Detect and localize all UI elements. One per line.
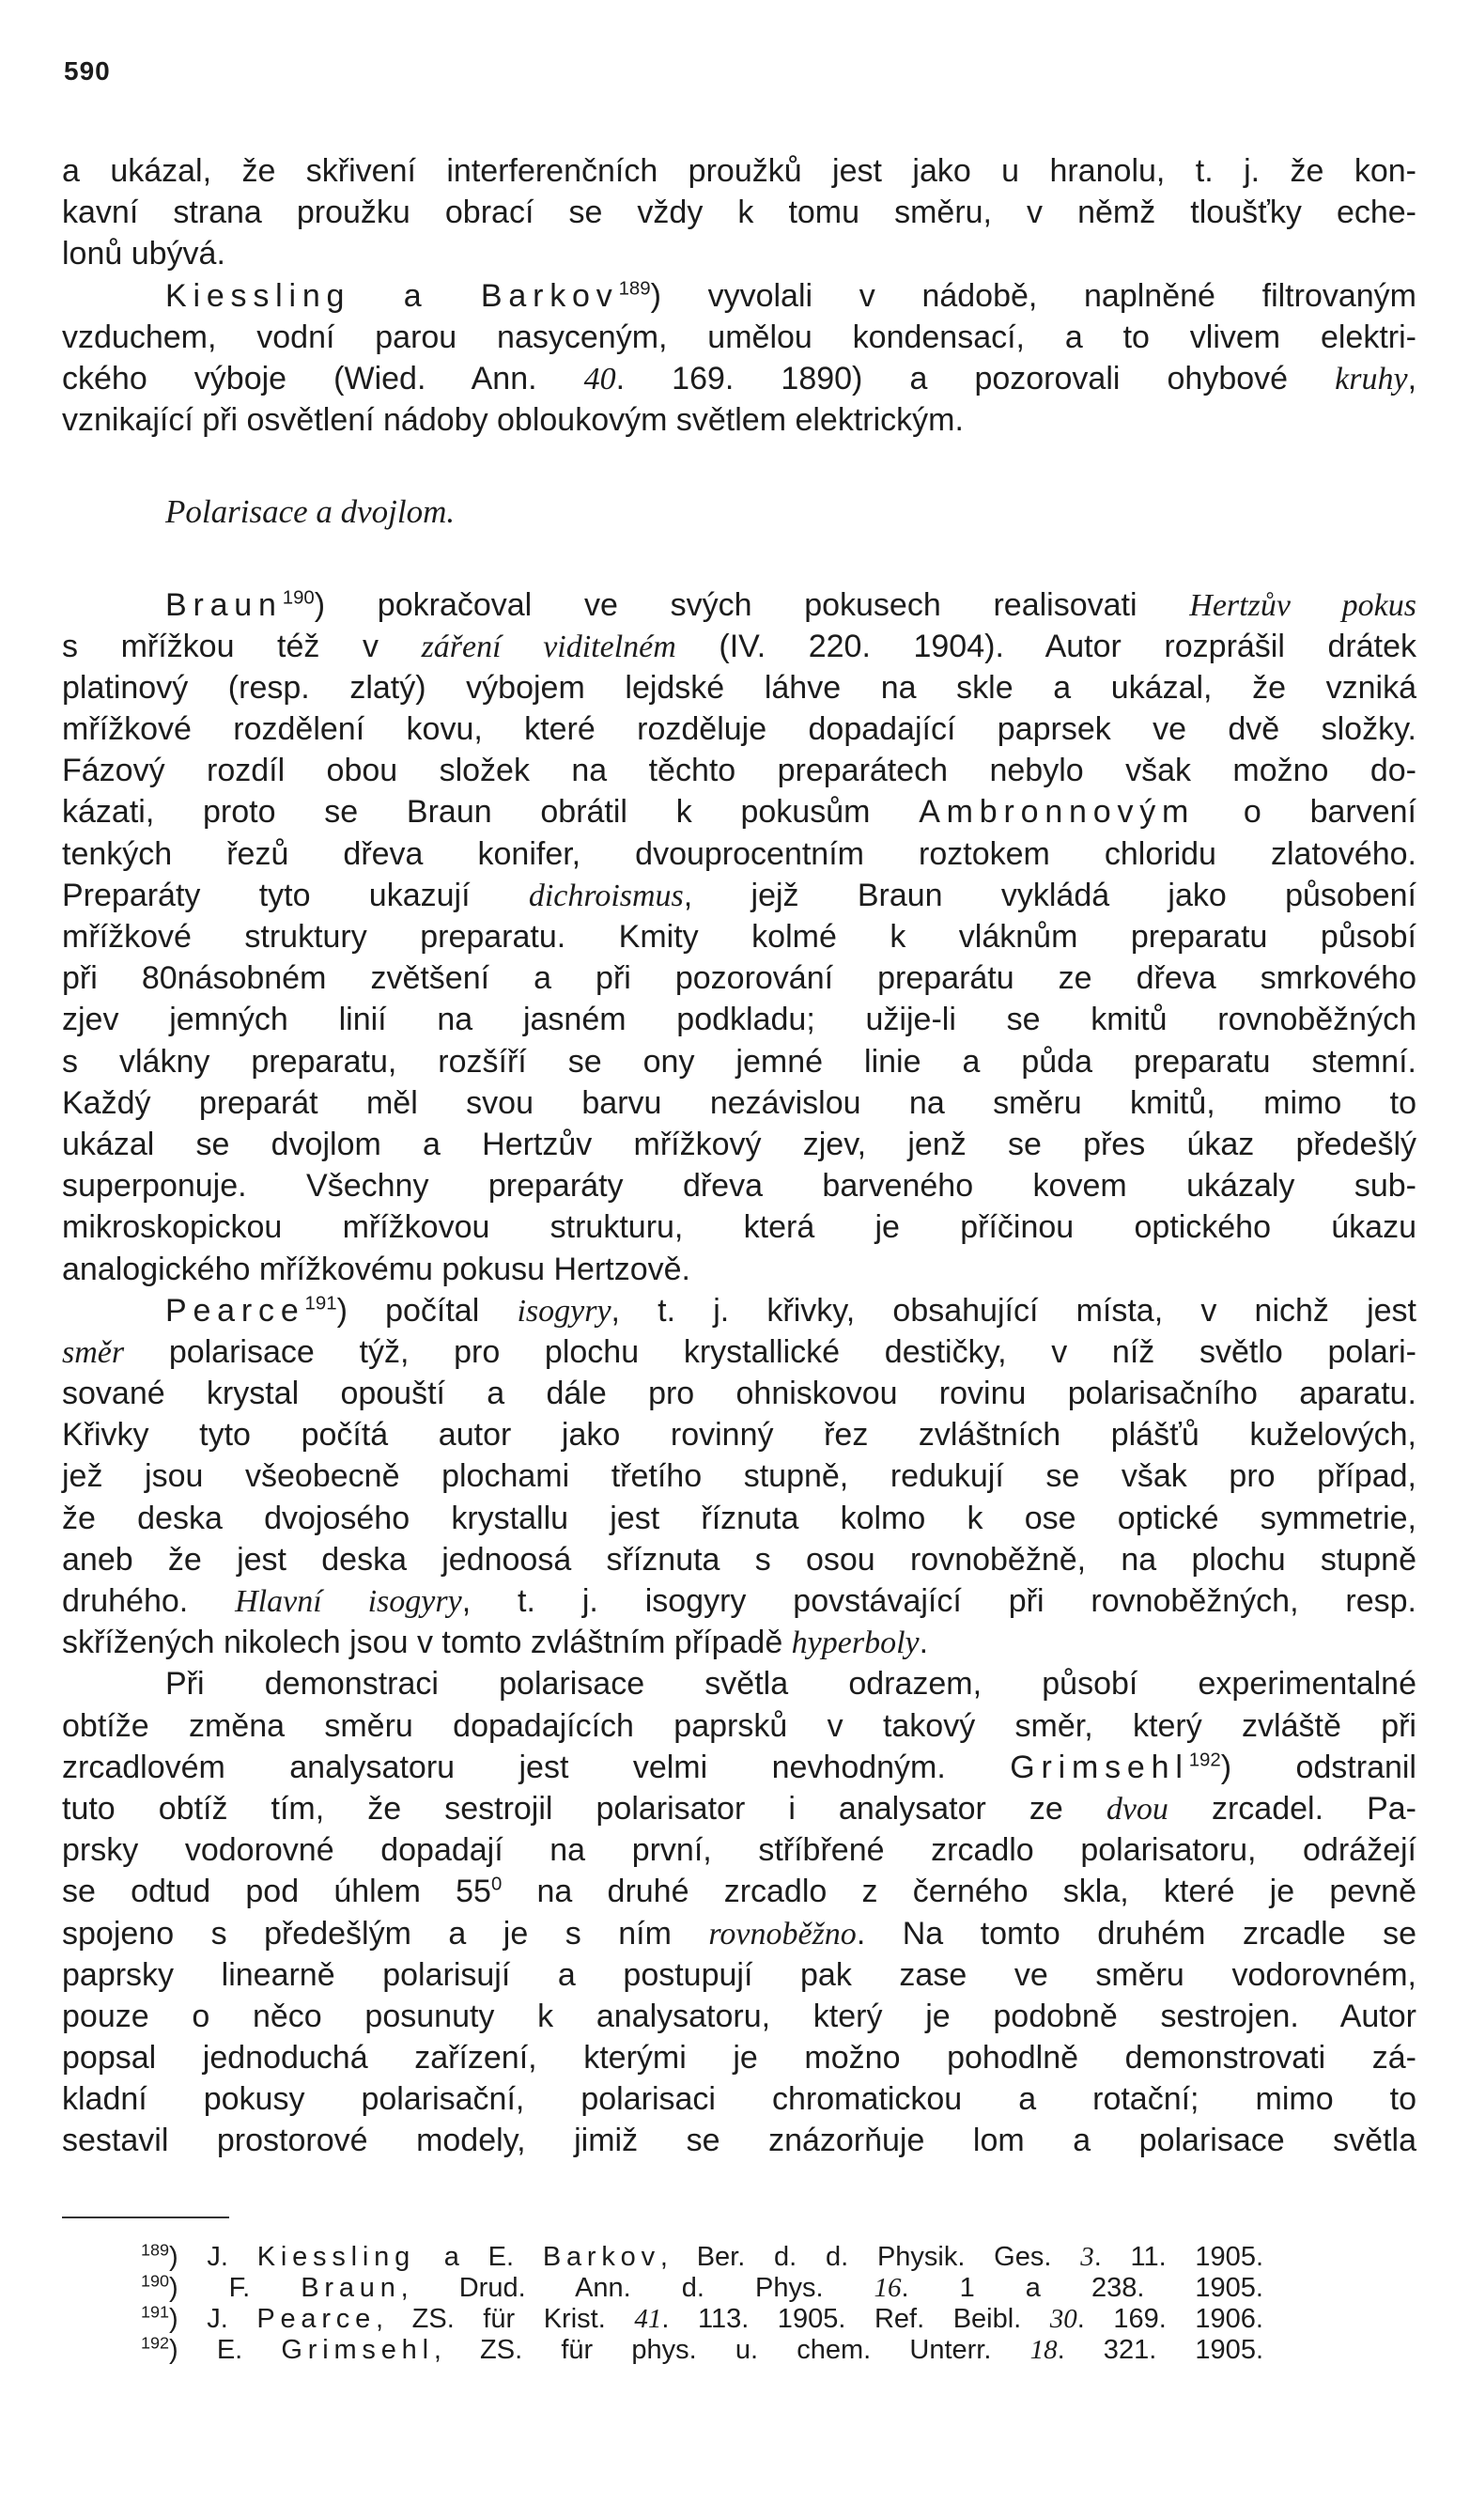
text-line: analogického mřížkovému pokusu Hertzově.	[62, 1251, 690, 1287]
footnotes	[141, 2242, 1263, 2366]
author-name: Kiessling a Barkov	[165, 277, 619, 314]
text-line: Preparáty tyto ukazují dichroismus, jejž Braun vykládá jako působení	[62, 877, 1416, 913]
page-number: 590	[64, 56, 111, 86]
text-line: vznikající při osvětlení nádoby obloukovým světlem elektrickým.	[62, 402, 964, 439]
text-line: popsal jednoduchá zařízení, kterými je možno pohodlně demonstrovati zá-	[62, 2040, 1416, 2077]
text-line: platinový (resp. zlatý) výbojem lejdské láhve na skle a ukázal, že vzniká	[62, 669, 1416, 706]
text-line: směr polarisace týž, pro plochu krystallické destičky, v níž světlo polari-	[62, 1333, 1416, 1370]
text-line: kázati, proto se Braun obrátil k pokusům Ambronnovým o barvení	[62, 794, 1416, 831]
text-line: a ukázal, že skřivení interferenčních proužků jest jako u hranolu, t. j. že kon-	[62, 153, 1416, 189]
text-line: obtíže změna směru dopadajících paprsků v takový směr, který zvláště při	[62, 1707, 1416, 1744]
footnote-ref: 192	[1188, 1750, 1221, 1771]
text-line: aneb že jest deska jednoosá sříznuta s osou rovnoběžně, na plochu stupně	[62, 1541, 1416, 1578]
text-line: se odtud pod úhlem $55^0$ na druhé zrcadlo z černého skla, které je pevně	[62, 1874, 1416, 1910]
text-line: mřížkové struktury preparatu. Kmity kolmé k vláknům preparatu působí	[62, 919, 1416, 955]
text-line: jež jsou všeobecně plochami třetího stupně, redukují se však pro případ,	[62, 1458, 1416, 1495]
text-line: Při demonstraci polarisace světla odrazem, působí experimentalné	[165, 1666, 1416, 1703]
text-line: superponuje. Všechny preparáty dřeva barveného kovem ukázaly sub-	[62, 1168, 1416, 1205]
text-line: tenkých řezů dřeva konifer, dvouprocentním roztokem chloridu zlatového.	[62, 835, 1416, 872]
author-name: Ambronnovým	[919, 794, 1196, 831]
text-line: sestavil prostorové modely, jimiž se znázorňuje lom a polarisace světla	[62, 2123, 1416, 2159]
text-line: Pearce$^{191}$) počítal isogyry, t. j. křivky, obsahující místa, v nichž jest	[165, 1292, 1416, 1329]
text-line: sované krystal opouští a dále pro ohniskovou rovinu polarisačního aparatu.	[62, 1376, 1416, 1412]
text-line: skřížených nikolech jsou v tomto zvláštním případě hyperboly.	[62, 1625, 929, 1661]
text-line: Braun$^{190}$) pokračoval ve svých pokusech realisovati Hertzův pokus	[165, 586, 1417, 623]
footnote: $^{189}$) J. Kiessling a E. Barkov, Ber. d. d. Physik. Ges. 3. 11. 1905.	[141, 2240, 1264, 2272]
text-line: ukázal se dvojlom a Hertzův mřížkový zjev, jenž se přes úkaz předešlý	[62, 1126, 1416, 1162]
footnote-divider	[62, 2217, 229, 2218]
section-heading: Polarisace a dvojlom.	[165, 493, 456, 531]
text-line: kladní pokusy polarisační, polarisaci chromatickou a rotační; mimo to	[62, 2081, 1416, 2118]
footnote: $^{191}$) J. Pearce, ZS. für Krist. 41. 113. 1905. Ref. Beibl. 30. 169. 1906.	[141, 2302, 1263, 2334]
text-line: mřížkové rozdělení kovu, které rozděluje dopadající paprsek ve dvě složky.	[62, 711, 1416, 748]
text-line: spojeno s předešlým a je s ním rovnoběžno. Na tomto druhém zrcadle se	[62, 1915, 1417, 1952]
text-line: zjev jemných linií na jasném podkladu; užije-li se kmitů rovnoběžných	[62, 1002, 1416, 1038]
footnote: $^{190}$) F. Braun, Drud. Ann. d. Phys. 16. 1 a 238. 1905.	[141, 2271, 1263, 2303]
author-name: Braun	[165, 586, 283, 623]
text-line: s vlákny preparatu, rozšíří se ony jemné linie a půda preparatu stemní.	[62, 1043, 1416, 1080]
body-text	[62, 150, 1416, 2162]
text-line: tuto obtíž tím, že sestrojil polarisator i analysator ze dvou zrcadel. Pa-	[62, 1790, 1416, 1827]
footnote: $^{192}$) E. Grimsehl, ZS. für phys. u. chem. Unterr. 18. 321. 1905.	[141, 2333, 1264, 2365]
footnote-ref: 190	[282, 587, 315, 609]
text-line: při 80násobném zvětšení a při pozorování preparátu ze dřeva smrkového	[62, 960, 1416, 997]
author-name: Pearce	[165, 1292, 305, 1329]
text-line: mikroskopickou mřížkovou strukturu, která je příčinou optického úkazu	[62, 1209, 1416, 1246]
text-line: zrcadlovém analysatoru jest velmi nevhodným. Grimsehl$^{192}$) odstranil	[62, 1749, 1416, 1785]
text-line: druhého. Hlavní isogyry, t. j. isogyry povstávající při rovnoběžných, resp.	[62, 1583, 1416, 1619]
text-line: pouze o něco posunuty k analysatoru, který je podobně sestrojen. Autor	[62, 1998, 1416, 2034]
text-line: prsky vodorovné dopadají na první, stříbřené zrcadlo polarisatoru, odrážejí	[62, 1832, 1416, 1869]
text-line: s mřížkou též v záření viditelném (IV. 220. 1904). Autor rozprášil drátek	[62, 628, 1416, 664]
text-line: Kiessling a Barkov$^{189}$) vyvolali v nádobě, naplněné filtrovaným	[165, 277, 1416, 314]
author-name: Grimsehl	[1010, 1749, 1189, 1785]
text-line: že deska dvojosého krystallu jest říznuta kolmo k ose optické symmetrie,	[62, 1500, 1416, 1536]
text-line: vzduchem, vodní parou nasyceným, umělou kondensací, a to vlivem elektri-	[62, 319, 1416, 355]
footnote-ref: 189	[618, 278, 651, 300]
text-line: paprsky linearně polarisují a postupují pak zase ve směru vodorovném,	[62, 1956, 1416, 1993]
text-line: Každý preparát měl svou barvu nezávislou na směru kmitů, mimo to	[62, 1084, 1416, 1121]
text-line: Křivky tyto počítá autor jako rovinný řez zvláštních plášťů kuželových,	[62, 1417, 1416, 1454]
text-line: Fázový rozdíl obou složek na těchto preparátech nebylo však možno do-	[62, 753, 1416, 789]
footnote-ref: 191	[304, 1293, 337, 1314]
text-line: lonů ubývá.	[62, 236, 225, 272]
text-line: ckého výboje (Wied. Ann. 40. 169. 1890) a pozorovali ohybové kruhy,	[62, 360, 1417, 397]
text-line: kavní strana proužku obrací se vždy k tomu směru, v němž tloušťky eche-	[62, 194, 1416, 231]
